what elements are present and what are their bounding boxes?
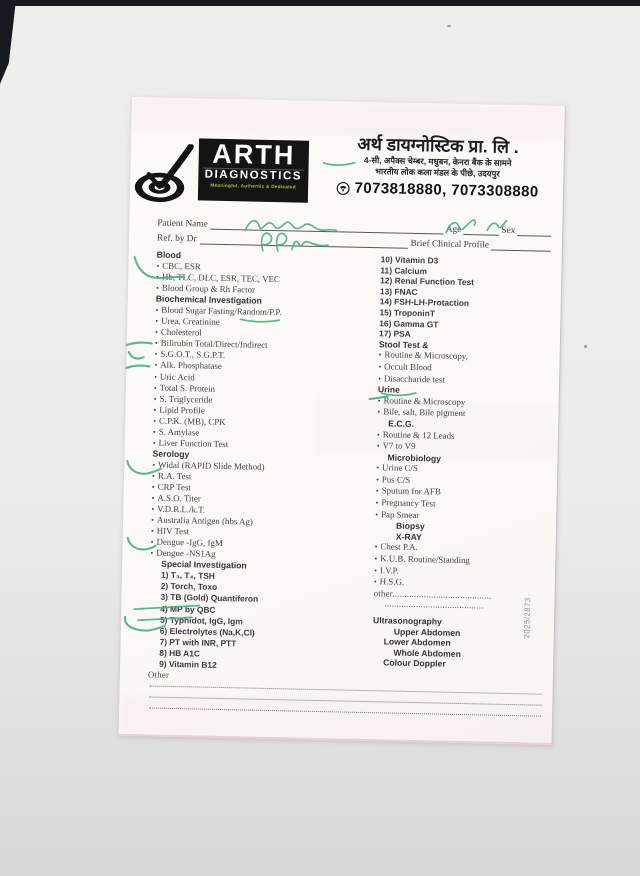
test-item-label: S.G.O.T., S.G.P.T. bbox=[160, 349, 226, 361]
test-item-label: Routine & 12 Leads bbox=[382, 428, 455, 441]
test-item-label: V.D.R.L./k.T. bbox=[157, 503, 206, 515]
section-heading: Ultrasonography bbox=[372, 615, 442, 627]
bullet-icon: • bbox=[373, 577, 377, 587]
test-item-label: V7 to V9 bbox=[382, 440, 416, 452]
test-item: 1) T₃, T₄, TSH bbox=[160, 570, 216, 582]
bullet-icon: • bbox=[374, 554, 378, 564]
section-heading: E.C.G. bbox=[388, 418, 415, 429]
other-write-line bbox=[150, 685, 542, 694]
section-heading: Biopsy bbox=[395, 520, 425, 532]
test-item: 2) Torch, Toxo bbox=[160, 581, 218, 593]
bullet-icon: • bbox=[378, 362, 382, 372]
test-item-label: Dengue -IgG, IgM bbox=[156, 536, 223, 549]
test-item-label: Cholesterol bbox=[160, 326, 202, 338]
section-heading: Whole Abdomen bbox=[393, 647, 462, 659]
dart-target-logo-icon bbox=[132, 143, 197, 206]
section-heading: X-RAY bbox=[395, 531, 422, 543]
bullet-icon: • bbox=[375, 486, 379, 496]
lab-requisition-form bbox=[119, 97, 566, 745]
bullet-icon: • bbox=[376, 463, 380, 473]
scan-speck bbox=[447, 25, 451, 27]
test-item-label: Australia Antigen (hbs Ag) bbox=[156, 514, 253, 527]
test-item: 12) Renal Function Test bbox=[380, 275, 475, 288]
bullet-icon: • bbox=[156, 261, 160, 271]
test-item-label: Urea, Creatinine bbox=[161, 315, 220, 328]
bullet-icon: • bbox=[153, 394, 157, 404]
bullet-icon: • bbox=[154, 372, 158, 382]
test-item-label: C.P.K. (MB), CPK bbox=[158, 415, 226, 427]
bullet-icon: • bbox=[152, 427, 156, 437]
test-item-label: Blood Sugar Fasting/Random/P.P. bbox=[161, 304, 282, 318]
bullet-icon: • bbox=[375, 475, 379, 485]
section-heading: Stool Test & bbox=[378, 338, 429, 351]
bullet-icon: • bbox=[151, 482, 155, 492]
bullet-icon: • bbox=[155, 283, 159, 293]
bullet-icon: • bbox=[151, 493, 155, 503]
test-item-label: Routine & Microscopy, bbox=[384, 349, 469, 362]
test-item: ......................................... bbox=[384, 598, 484, 611]
test-item-label: Sputum for AFB bbox=[381, 485, 441, 498]
test-item-label: Pregnancy Test bbox=[381, 497, 436, 509]
test-item: Other bbox=[147, 669, 170, 680]
test-item-label: Occult Blood bbox=[384, 361, 432, 373]
test-item: 17) PSA bbox=[378, 328, 411, 340]
bullet-icon: • bbox=[374, 542, 378, 552]
test-item-label: I.V.P. bbox=[379, 564, 399, 576]
arth-logo-block bbox=[198, 138, 309, 202]
age-label: Age bbox=[445, 224, 462, 235]
test-item: 8) HB A1C bbox=[159, 647, 201, 659]
test-item-label: A.S.O. Titer bbox=[157, 492, 201, 504]
bullet-icon: • bbox=[155, 305, 159, 315]
test-item-label: Alk. Phosphatase bbox=[160, 360, 222, 372]
test-item-label: Blood Group & Rh Factor bbox=[161, 282, 256, 295]
bullet-icon: • bbox=[150, 548, 154, 558]
bullet-icon: • bbox=[374, 565, 378, 575]
age-line bbox=[463, 223, 499, 236]
scanner-edge-top bbox=[0, 0, 640, 6]
logo-tagline: Meaningful, Authentic & Dedicated bbox=[210, 182, 296, 190]
section-heading: Upper Abdomen bbox=[393, 626, 461, 638]
bullet-icon: • bbox=[154, 349, 158, 360]
test-item-label: Widal (RAPID Slide Method) bbox=[158, 459, 265, 472]
phone-icon bbox=[335, 181, 349, 195]
section-heading: Urine bbox=[377, 384, 401, 395]
bullet-icon: • bbox=[378, 373, 382, 383]
clinic-info-block bbox=[314, 133, 561, 201]
test-item-label: HIV Test bbox=[156, 525, 190, 537]
test-item-label: Bilirubin Total/Direct/Indirect bbox=[160, 338, 268, 351]
test-item: 15) TroponinT bbox=[379, 307, 436, 319]
test-item-label: CRP Test bbox=[157, 481, 191, 493]
test-item: 13) FNAC bbox=[379, 286, 418, 297]
phone-row bbox=[314, 179, 560, 201]
bullet-icon: • bbox=[155, 316, 159, 326]
test-column-left bbox=[147, 249, 380, 685]
test-item-label: CBC, ESR bbox=[162, 260, 201, 272]
test-item-label: Total S. Protein bbox=[159, 382, 216, 394]
bullet-icon: • bbox=[154, 360, 158, 371]
section-heading: Serology bbox=[152, 448, 190, 460]
bullet-icon: • bbox=[376, 441, 380, 451]
test-item: 5) Typhidot, IgG, Igm bbox=[159, 614, 243, 626]
clinic-title-hindi: अर्थ डायग्नोस्टिक प्रा. लि . bbox=[357, 133, 519, 158]
tick-bilirubin bbox=[127, 342, 152, 345]
other-write-line bbox=[149, 707, 541, 716]
test-item: 14) FSH-LH-Protaction bbox=[379, 296, 470, 309]
bullet-icon: • bbox=[376, 429, 380, 439]
test-item: 7) PT with INR, PTT bbox=[159, 636, 237, 648]
test-item: 6) Electrolytes (Na,K,Cl) bbox=[159, 625, 255, 638]
test-item-label: H.S.G. bbox=[379, 576, 405, 588]
bullet-icon: • bbox=[377, 395, 381, 405]
bullet-icon: • bbox=[375, 509, 379, 519]
sex-label: Sex bbox=[501, 225, 516, 237]
bullet-icon: • bbox=[153, 383, 157, 393]
test-item: 16) Gamma GT bbox=[379, 317, 439, 330]
test-item-label: Routine & Microscopy bbox=[383, 395, 466, 407]
test-item-label: Lipid Profile bbox=[159, 404, 205, 416]
test-item-label: Chest P.A. bbox=[380, 541, 418, 553]
test-item-label: R.A. Test bbox=[157, 470, 192, 482]
test-item: other......................................... bbox=[373, 587, 492, 601]
section-heading: Blood bbox=[156, 249, 182, 261]
sex-line bbox=[517, 224, 551, 237]
clinical-profile-label: Brief Clinical Profile bbox=[410, 238, 490, 251]
test-item: 11) Calcium bbox=[380, 264, 428, 276]
section-heading: Lower Abdomen bbox=[383, 636, 451, 648]
bullet-icon: • bbox=[377, 407, 381, 417]
bullet-icon: • bbox=[154, 327, 158, 337]
tick-alk-phosphatase bbox=[126, 365, 149, 368]
bullet-icon: • bbox=[151, 504, 155, 514]
test-item-label: K.U.B. Routine/Standing bbox=[380, 553, 471, 566]
ref-by-dr-line bbox=[199, 232, 407, 248]
other-write-line bbox=[149, 696, 541, 705]
test-item-label: Pap Smear bbox=[381, 508, 420, 520]
form-header bbox=[129, 131, 564, 226]
scan-speck bbox=[584, 345, 587, 348]
test-item: 3) TB (Gold) Quantiferon bbox=[160, 592, 259, 605]
bullet-icon: • bbox=[375, 498, 379, 508]
bullet-icon: • bbox=[151, 471, 155, 481]
test-item-label: Hb, TLC, DLC, ESR, TEC, VEC bbox=[161, 271, 280, 285]
patient-name-label: Patient Name bbox=[157, 218, 208, 230]
bullet-icon: • bbox=[378, 350, 382, 360]
test-item-label: Uric Acid bbox=[159, 371, 195, 382]
test-item: 10) Vitamin D3 bbox=[380, 254, 439, 266]
clinical-profile-line bbox=[491, 239, 551, 252]
test-item-label: S. Triglyceride bbox=[159, 393, 213, 405]
document-serial-number: 2025/2873 bbox=[522, 597, 533, 639]
logo-subtext: DIAGNOSTICS bbox=[202, 167, 304, 183]
test-item-label: Disaccharide test bbox=[383, 372, 445, 385]
scan-tint bbox=[119, 695, 553, 743]
bullet-icon: • bbox=[153, 405, 157, 415]
test-item-label: Liver Function Test bbox=[158, 437, 229, 449]
tick-sgot-sgpt bbox=[129, 352, 144, 359]
bullet-icon: • bbox=[150, 537, 154, 547]
bullet-icon: • bbox=[153, 416, 157, 426]
phone-numbers: 7073818880, 7073308880 bbox=[354, 179, 539, 201]
test-item-label: Pus C/S bbox=[381, 474, 411, 485]
bullet-icon: • bbox=[152, 460, 156, 470]
bullet-icon: • bbox=[156, 272, 160, 282]
scanner-edge-left bbox=[0, 0, 16, 84]
logo-text: ARTH bbox=[212, 138, 296, 171]
test-item: 9) Vitamin B12 bbox=[159, 658, 217, 670]
ref-by-dr-label: Ref. by Dr bbox=[156, 233, 197, 245]
section-heading: Colour Doppler bbox=[383, 657, 446, 670]
section-heading: Special Investigation bbox=[161, 559, 247, 571]
clinic-address-line2: भारतीय लोक कला मंडल के पीछे, उदयपुर bbox=[375, 165, 500, 179]
test-item: 4) MP by QBC bbox=[160, 603, 216, 615]
test-item-label: Urine C/S bbox=[382, 462, 418, 474]
section-heading: Biochemical Investigation bbox=[155, 293, 262, 306]
test-item-label: S. Amylase bbox=[158, 426, 200, 438]
bullet-icon: • bbox=[154, 338, 158, 348]
bullet-icon: • bbox=[151, 515, 155, 525]
section-heading: Microbiology bbox=[387, 452, 442, 464]
test-item-label: Bile, salt, Bile pigment bbox=[383, 406, 466, 419]
test-item-label: Dengue -NS1Ag bbox=[156, 547, 216, 560]
clinic-address-line1: 4-सी, अपैक्स चेम्बर, मधुबन, केनरा बैंक के सामने bbox=[363, 154, 512, 168]
bullet-icon: • bbox=[152, 438, 156, 448]
bullet-icon: • bbox=[150, 526, 154, 536]
